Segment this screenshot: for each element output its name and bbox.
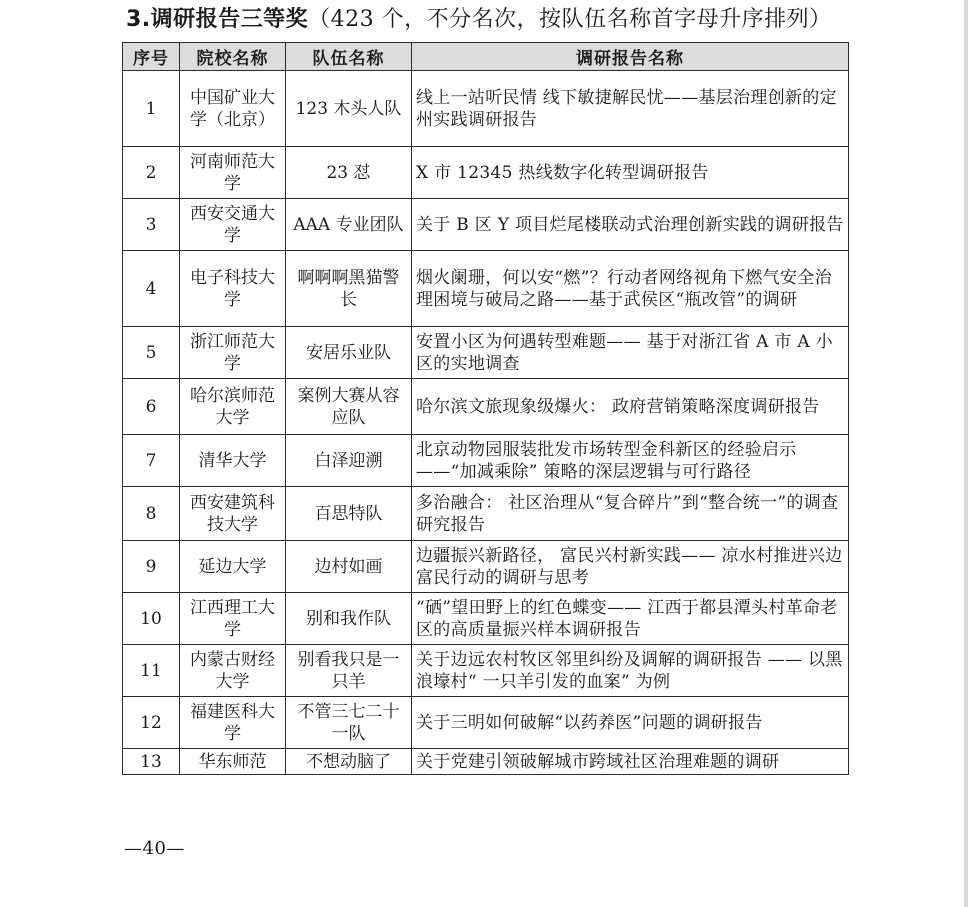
school-cell: 福建医科大学: [180, 697, 286, 749]
table-row: [123, 487, 849, 541]
report-cell: 多治融合： 社区治理从“复合碎片”到“整合统一”的调查研究报告: [412, 487, 849, 541]
school-cell: 电子科技大学: [180, 251, 286, 327]
serial-cell: 2: [123, 147, 180, 199]
serial-cell: 8: [123, 487, 180, 541]
serial-cell: 10: [123, 593, 180, 645]
report-cell: 哈尔滨文旅现象级爆火： 政府营销策略深度调研报告: [412, 379, 849, 435]
page-number: —40—: [124, 838, 185, 859]
school-cell: 浙江师范大学: [180, 327, 286, 379]
school-cell: 西安建筑科技大学: [180, 487, 286, 541]
report-cell: 北京动物园服装批发市场转型金科新区的经验启示——“加减乘除” 策略的深层逻辑与可行路径: [412, 435, 849, 487]
team-cell: 白泽迎溯: [286, 435, 412, 487]
table-row: [123, 251, 849, 327]
report-cell: 关于边远农村牧区邻里纠纷及调解的调研报告 —— 以黑浪壕村“ 一只羊引发的血案” 为例: [412, 645, 849, 697]
school-cell: 河南师范大学: [180, 147, 286, 199]
serial-cell: 4: [123, 251, 180, 327]
award-table: [122, 42, 849, 775]
heading-title: 3.调研报告三等奖: [126, 7, 309, 32]
report-cell: 关于 B 区 Y 项目烂尾楼联动式治理创新实践的调研报告: [412, 199, 849, 251]
report-cell: “硒”望田野上的红色蝶变—— 江西于都县潭头村革命老区的高质量振兴样本调研报告: [412, 593, 849, 645]
team-cell: 安居乐业队: [286, 327, 412, 379]
header-report: 调研报告名称: [412, 43, 849, 71]
heading-note: （423 个，不分名次，按队伍名称首字母升序排列）: [308, 7, 832, 32]
table-row: [123, 327, 849, 379]
school-cell: 江西理工大学: [180, 593, 286, 645]
table-row: [123, 199, 849, 251]
serial-cell: 5: [123, 327, 180, 379]
school-cell: 清华大学: [180, 435, 286, 487]
school-cell: 中国矿业大学（北京）: [180, 71, 286, 147]
report-cell: 关于党建引领破解城市跨域社区治理难题的调研: [412, 749, 849, 775]
table-row: [123, 697, 849, 749]
team-cell: AAA 专业团队: [286, 199, 412, 251]
serial-cell: 12: [123, 697, 180, 749]
serial-cell: 11: [123, 645, 180, 697]
team-cell: 啊啊啊黑猫警长: [286, 251, 412, 327]
team-cell: 别和我作队: [286, 593, 412, 645]
table-row: [123, 71, 849, 147]
serial-cell: 3: [123, 199, 180, 251]
report-cell: 烟火阑珊，何以安“燃”？行动者网络视角下燃气安全治理困境与破局之路——基于武侯区“瓶改管”的调研: [412, 251, 849, 327]
serial-cell: 6: [123, 379, 180, 435]
school-cell: 哈尔滨师范大学: [180, 379, 286, 435]
team-cell: 123 木头人队: [286, 71, 412, 147]
table-row: [123, 749, 849, 775]
school-cell: 西安交通大学: [180, 199, 286, 251]
serial-cell: 13: [123, 749, 180, 775]
report-cell: 安置小区为何遇转型难题—— 基于对浙江省 A 市 A 小区的实地调查: [412, 327, 849, 379]
table-row: [123, 147, 849, 199]
table-row: [123, 541, 849, 593]
team-cell: 别看我只是一只羊: [286, 645, 412, 697]
team-cell: 边村如画: [286, 541, 412, 593]
header-serial: 序号: [123, 43, 180, 71]
team-cell: 不想动脑了: [286, 749, 412, 775]
team-cell: 不管三七二十一队: [286, 697, 412, 749]
report-cell: 关于三明如何破解“以药养医”问题的调研报告: [412, 697, 849, 749]
report-cell: 边疆振兴新路径， 富民兴村新实践—— 凉水村推进兴边富民行动的调研与思考: [412, 541, 849, 593]
section-heading: [126, 4, 832, 36]
report-cell: X 市 12345 热线数字化转型调研报告: [412, 147, 849, 199]
report-cell: 线上一站听民情 线下敏捷解民忧——基层治理创新的定州实践调研报告: [412, 71, 849, 147]
table-row: [123, 645, 849, 697]
team-cell: 23 怼: [286, 147, 412, 199]
header-team: 队伍名称: [286, 43, 412, 71]
team-cell: 百思特队: [286, 487, 412, 541]
serial-cell: 1: [123, 71, 180, 147]
table-row: [123, 593, 849, 645]
table-row: [123, 379, 849, 435]
serial-cell: 9: [123, 541, 180, 593]
team-cell: 案例大赛从容应队: [286, 379, 412, 435]
header-school: 院校名称: [180, 43, 286, 71]
school-cell: 华东师范: [180, 749, 286, 775]
serial-cell: 7: [123, 435, 180, 487]
school-cell: 内蒙古财经大学: [180, 645, 286, 697]
school-cell: 延边大学: [180, 541, 286, 593]
table-row: [123, 435, 849, 487]
page-edge-shadow: [964, 0, 968, 907]
table-header-row: [123, 43, 849, 71]
